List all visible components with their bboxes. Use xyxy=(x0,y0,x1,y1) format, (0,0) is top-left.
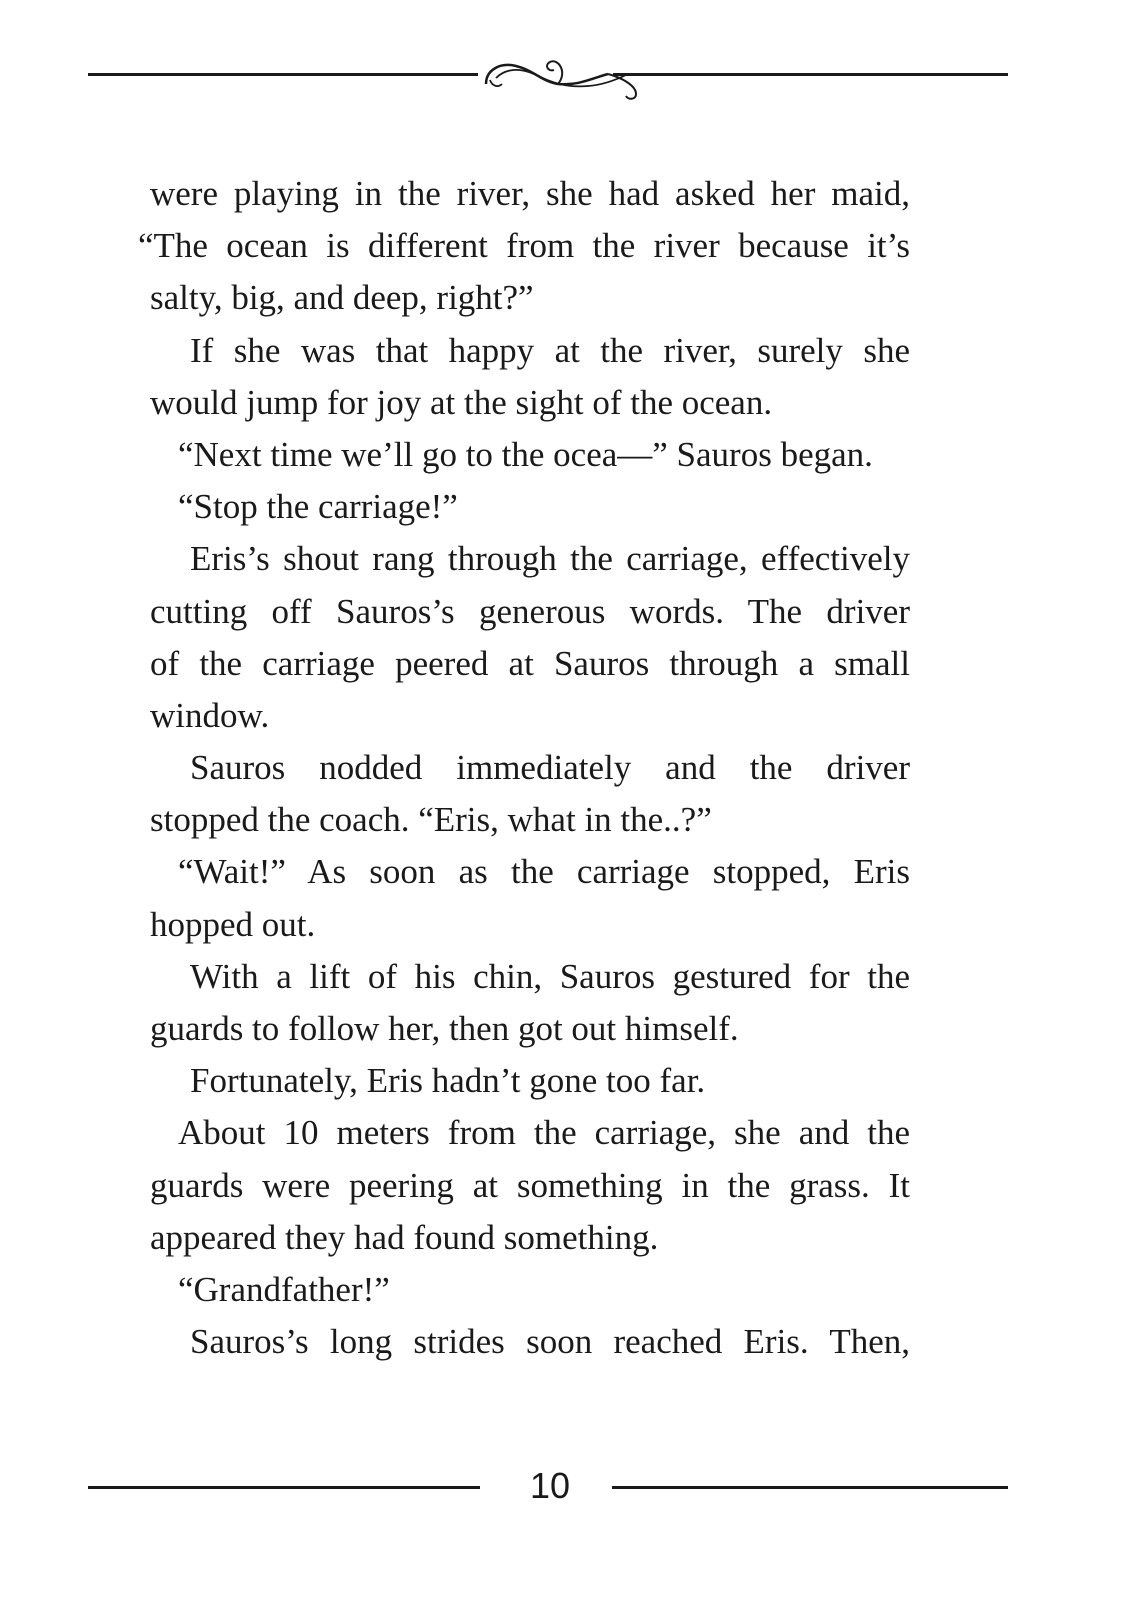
page-number: 10 xyxy=(529,1465,571,1506)
footer-rule-right xyxy=(612,1485,1008,1490)
text-line: Eris’s shout rang through the carriage, effectively xyxy=(190,539,910,579)
text-line: salty, big, and deep, right?” xyxy=(150,278,534,318)
text-line: were playing in the river, she had asked her maid, xyxy=(150,174,910,213)
footer-rule-left xyxy=(88,1485,480,1490)
text-line: “The ocean is different from the river because it’s xyxy=(138,226,910,266)
text-line: hopped out. xyxy=(150,904,316,944)
text-line: appeared they had found something. xyxy=(150,1217,659,1257)
text-line: About 10 meters from the carriage, she and the xyxy=(178,1113,910,1153)
text-line: of the carriage peered at Sauros through a small xyxy=(150,643,910,683)
text-line: guards were peering at something in the grass. It xyxy=(150,1165,910,1205)
text-line: “Stop the carriage!” xyxy=(178,487,458,527)
text-line: If she was that happy at the river, surely she xyxy=(190,330,910,370)
text-line: cutting off Sauros’s generous words. The driver xyxy=(150,591,910,631)
text-line: Fortunately, Eris hadn’t gone too far. xyxy=(190,1061,706,1101)
text-line: “Wait!” As soon as the carriage stopped, Eris xyxy=(178,852,910,892)
text-line: would jump for joy at the sight of the ocean. xyxy=(150,382,773,422)
text-line: With a lift of his chin, Sauros gestured for the xyxy=(190,956,910,996)
text-line: “Next time we’ll go to the ocea—” Sauros began. xyxy=(178,434,873,474)
body-text xyxy=(138,168,910,1368)
text-line: Sauros nodded immediately and the driver xyxy=(190,748,910,788)
text-line: Sauros’s long strides soon reached Eris. Then, xyxy=(190,1322,910,1362)
header-flourish-icon xyxy=(88,52,1008,102)
text-line: window. xyxy=(150,695,270,735)
text-line: stopped the coach. “Eris, what in the..?” xyxy=(150,800,712,840)
text-line: guards to follow her, then got out himself. xyxy=(150,1009,739,1048)
text-line: “Grandfather!” xyxy=(178,1269,390,1309)
